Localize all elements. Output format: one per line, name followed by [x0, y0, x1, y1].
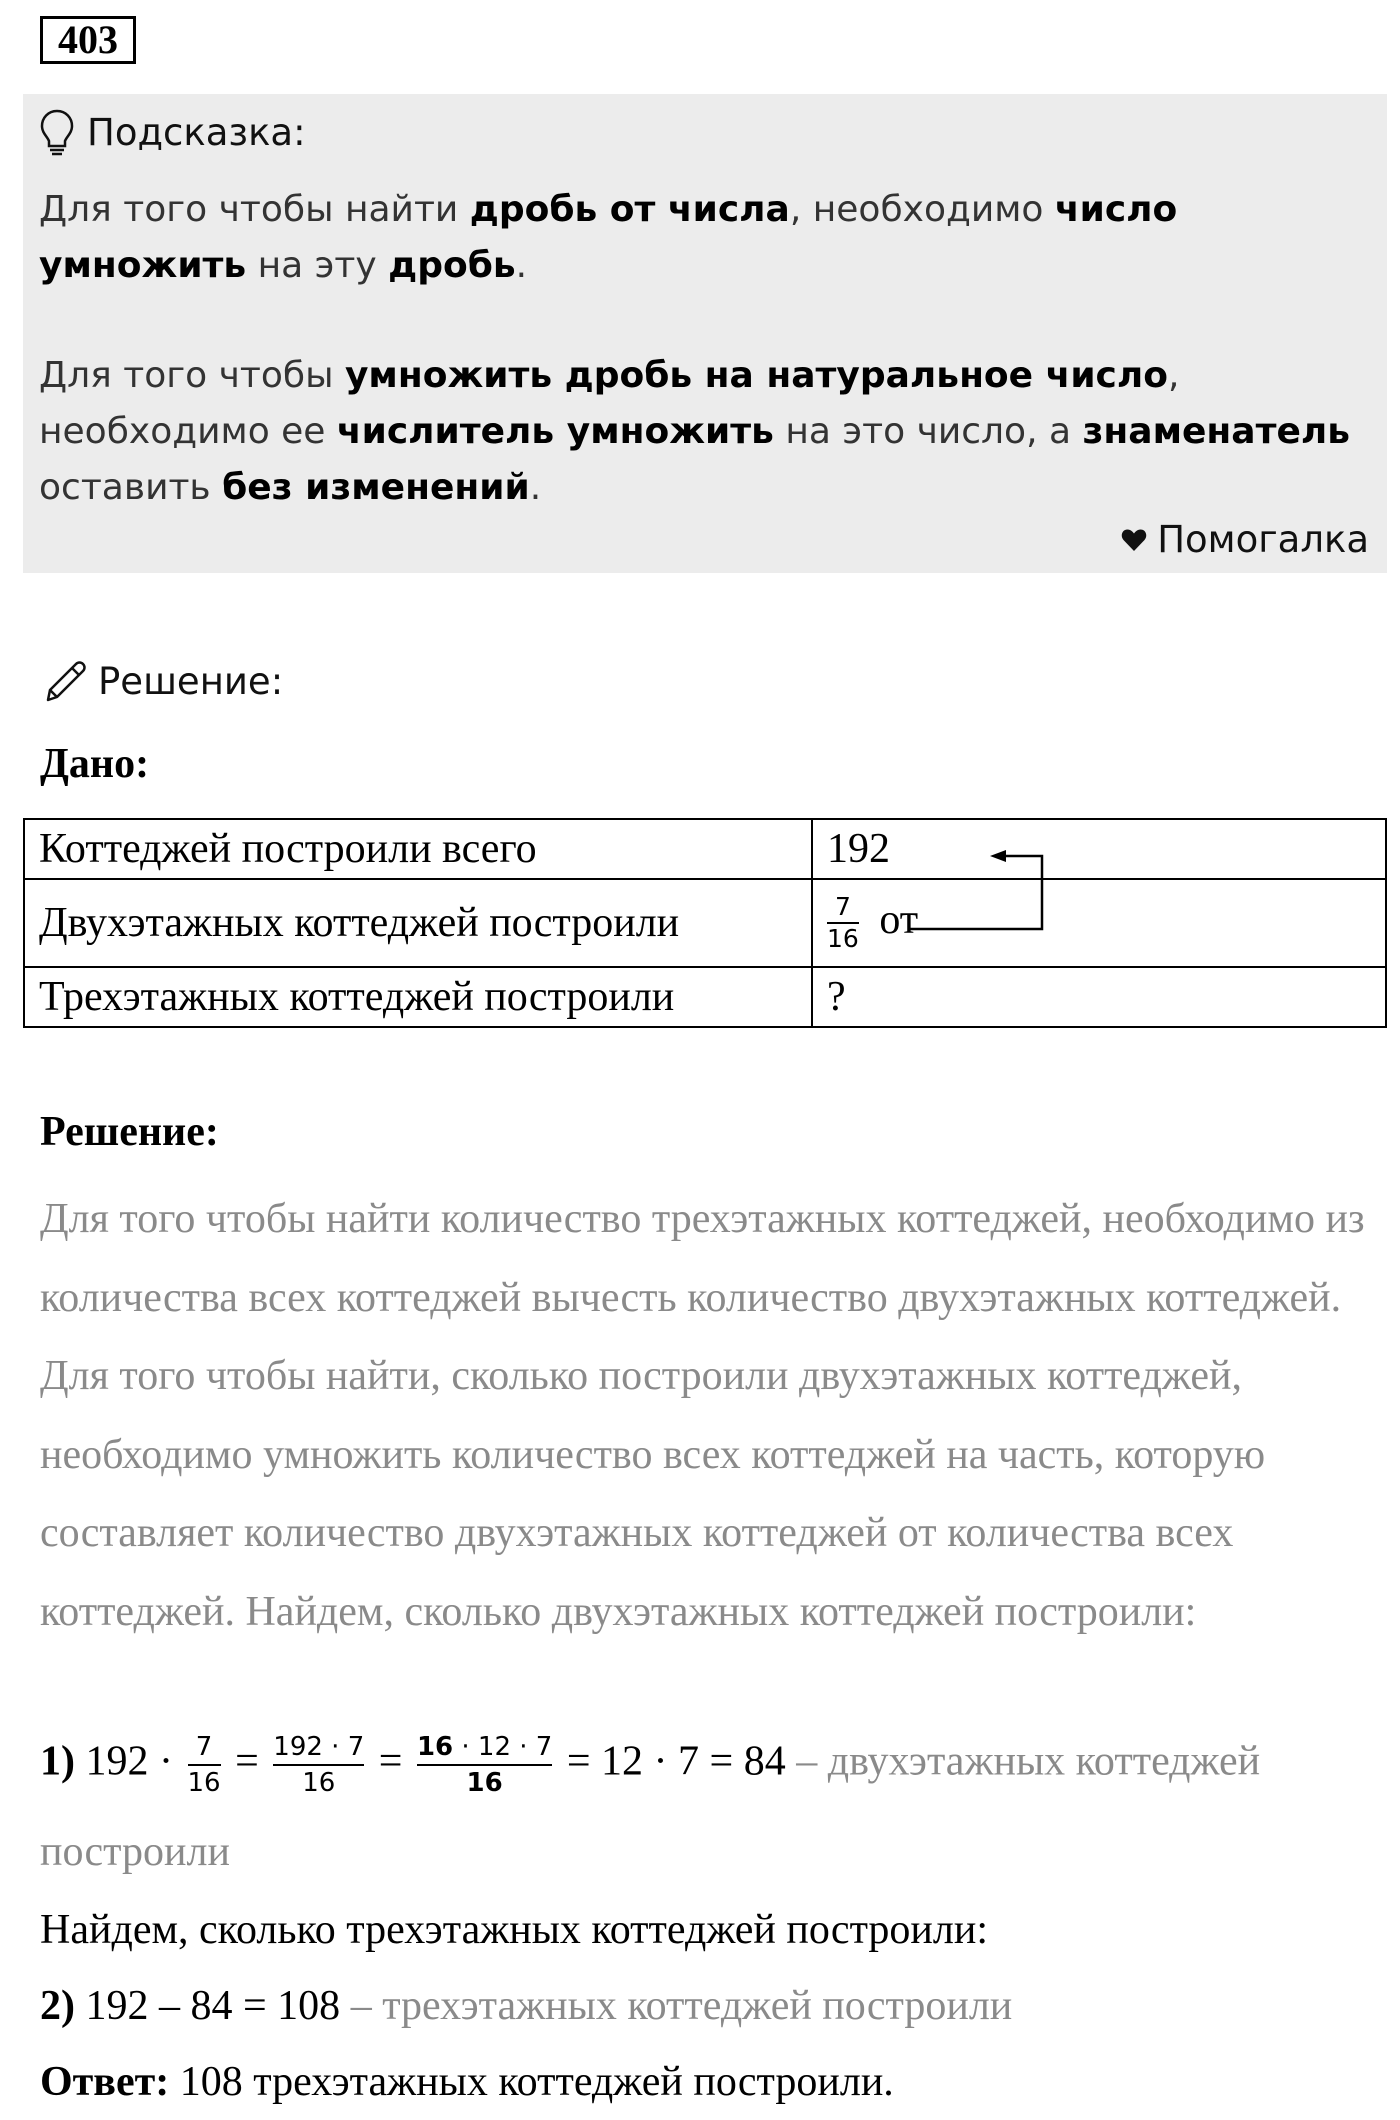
step-2: 2) 192 – 84 = 108 – трехэтажных коттеджей построили	[40, 1983, 1013, 2029]
fraction: $\frac{16 \cdot 12 \cdot 7}{16}$	[416, 1732, 553, 1798]
row-label: Коттеджей построили всего	[24, 819, 812, 879]
given-table	[23, 818, 1387, 1028]
fraction: $\frac{7}{16}$	[827, 892, 859, 953]
solution-title: Решение:	[98, 659, 284, 703]
pencil-icon	[40, 656, 90, 706]
fraction: $\frac{192 \cdot 7}{16}$	[273, 1732, 365, 1798]
find-second: Найдем, сколько трехэтажных коттеджей построили:	[40, 1907, 989, 1953]
fraction: $\frac{7}{16}$	[187, 1732, 221, 1798]
solution-header	[40, 656, 283, 706]
table-row	[24, 967, 1386, 1027]
row-label: Двухэтажных коттеджей построили	[24, 879, 812, 967]
reference-arrow	[900, 840, 1050, 940]
hint-paragraph-2: Для того чтобы умножить дробь на натуральное число, необходимо ее числитель умножить на это число, а знаменатель оставить без изменений.	[39, 355, 1350, 508]
row-value: $\frac{7}{16}$ от	[812, 879, 1386, 967]
hint-header	[39, 104, 306, 160]
hint-box	[23, 94, 1387, 573]
answer: Ответ: 108 трехэтажных коттеджей построили.	[40, 2059, 894, 2105]
credit-label: Помогалка	[1157, 518, 1369, 561]
table-row	[24, 819, 1386, 879]
row-label: Трехэтажных коттеджей построили	[24, 967, 812, 1027]
hint-paragraph-1: Для того чтобы найти дробь от числа, необходимо число умножить на эту дробь.	[39, 189, 1178, 286]
hint-title: Подсказка:	[87, 110, 306, 154]
step-1: 1) 192 · $\frac{7}{16}$ = $\frac{192 \cdot 7}{16}$ = $\frac{16 \cdot 12 \cdot 7}{16}$ = 12 · 7 = 84 – двухэтажных коттеджей	[40, 1732, 1261, 1798]
row-value: 192	[812, 819, 1386, 879]
lightbulb-icon	[39, 108, 75, 156]
solution-label: Решение:	[40, 1109, 219, 1155]
task-number: 403	[40, 16, 136, 64]
credit	[1121, 518, 1369, 561]
table-row	[24, 879, 1386, 967]
given-label: Дано:	[40, 741, 150, 787]
explanation-text: Для того чтобы найти количество трехэтажных коттеджей, необходимо из количества всех коттеджей вычесть количество двухэтажных коттеджей. Для того чтобы найти, сколько построили двухэтажных коттеджей, необходимо умножить количество всех коттеджей на часть, которую составляет количество двухэтажных коттеджей от количества всех коттеджей. Найдем, сколько двухэтажных коттеджей построили:	[40, 1196, 1365, 1635]
row-value: ?	[812, 967, 1386, 1027]
heart-icon	[1121, 528, 1147, 552]
step-1-note-continued: построили	[40, 1829, 230, 1875]
